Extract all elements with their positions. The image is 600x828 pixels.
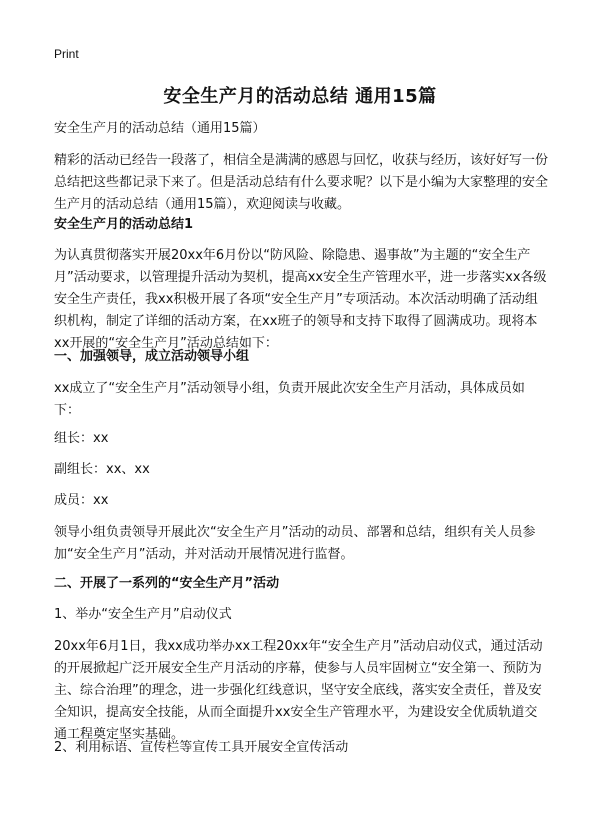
paragraph-2: xx成立了“安全生产月”活动领导小组，负责开展此次安全生产月活动，具体成员如下： [54, 381, 525, 418]
paragraph-3: 领导小组负责领导开展此次“安全生产月”活动的动员、部署和总结，组织有关人员参加“安全生产月”活动，并对活动开展情况进行监督。 [54, 525, 536, 562]
paragraph-4: 20xx年6月1日，我xx成功举办xx工程20xx年“安全生产月”活动启动仪式，通过活动的开展掀起广泛开展安全生产月活动的序幕，使参与人员牢固树立“安全第一、预防为主、综合治理”的理念，进一步强化红线意识，坚守安全底线，落实安全责任，普及安全知识，提高安全技能，从而全面提升xx安全生产管理水平，为建设安全优质轨道交通工程奠定坚实基础。 [54, 639, 543, 742]
print-link[interactable]: Print [54, 47, 79, 61]
leader-line: 组长：xx [54, 431, 109, 446]
heading-two: 二、开展了一系列的“安全生产月”活动 [54, 576, 280, 591]
members-line: 成员：xx [54, 493, 109, 508]
deputy-line: 副组长：xx、xx [54, 462, 150, 477]
paragraph-1: 为认真贯彻落实开展20xx年6月份以“防风险、除隐患、遏事故”为主题的“安全生产月”活动要求，以管理提升活动为契机，提高xx安全生产管理水平，进一步落实xx各级安全生产责任，我xx积极开展了各项“安全生产月”专项活动。本次活动明确了活动组织机构，制定了详细的活动方案，在xx班子的领导和支持下取得了圆满成功。现将本xx开展的“安全生产月”活动总结如下： [54, 248, 547, 351]
section-heading: 安全生产月的活动总结1 [54, 217, 194, 232]
page-title: 安全生产月的活动总结 通用15篇 [163, 86, 437, 107]
item-1: 1、举办“安全生产月”启动仪式 [54, 607, 232, 622]
item-2: 2、利用标语、宣传栏等宣传工具开展安全宣传活动 [54, 740, 349, 755]
heading-one: 一、加强领导，成立活动领导小组 [54, 349, 250, 364]
intro-paragraph: 精彩的活动已经告一段落了，相信全是满满的感恩与回忆，收获与经历，该好好写一份总结把这些都记录下来了。但是活动总结有什么要求呢？以下是小编为大家整理的安全生产月的活动总结（通用15篇），欢迎阅读与收藏。 [54, 153, 549, 212]
doc-subtitle: 安全生产月的活动总结（通用15篇） [54, 121, 266, 136]
